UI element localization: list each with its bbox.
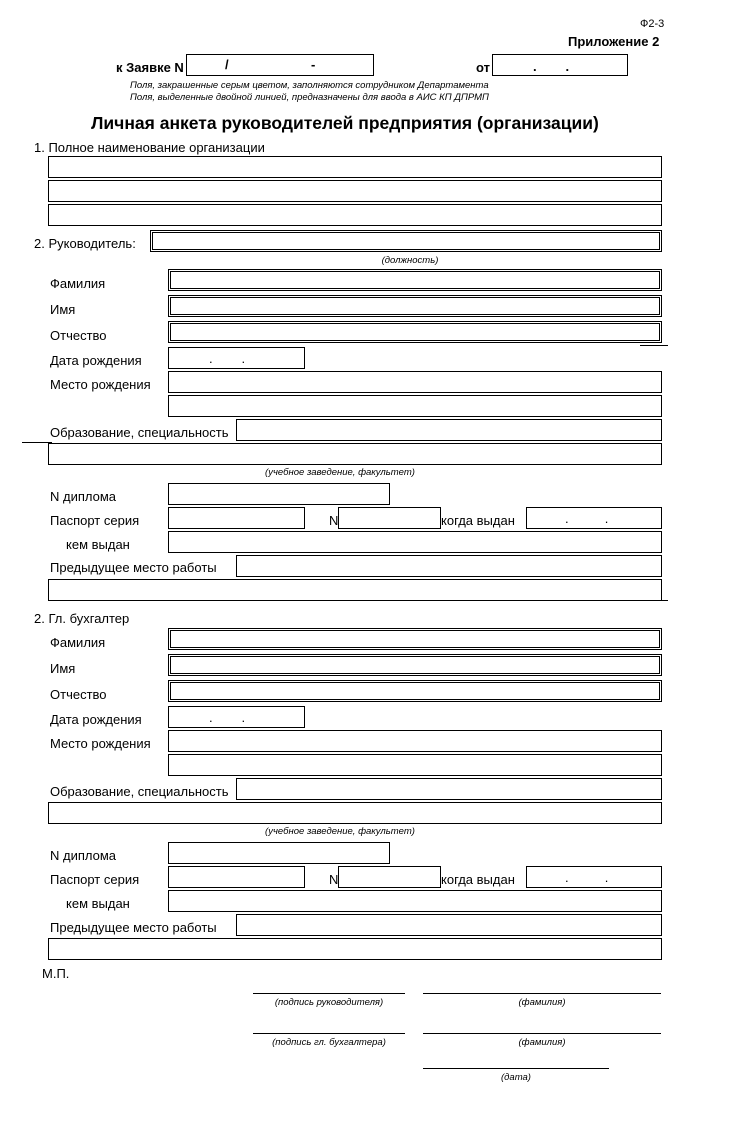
accountant-name-field[interactable] xyxy=(168,654,662,676)
accountant-surname-caption: (фамилия) xyxy=(518,1037,566,1048)
accountant-issued-by-field[interactable] xyxy=(168,890,662,912)
director-education-field-2[interactable] xyxy=(48,443,662,465)
director-section-label: 2. Руководитель: xyxy=(34,236,136,251)
accountant-signature-caption: (подпись гл. бухгалтера) xyxy=(272,1037,386,1048)
director-issued-dots: . . xyxy=(565,511,609,526)
director-birth-place-field-1[interactable] xyxy=(168,371,662,393)
accountant-issued-when-label: когда выдан xyxy=(441,872,515,887)
divider xyxy=(640,600,668,601)
divider xyxy=(640,345,668,346)
org-name-label: 1. Полное наименование организации xyxy=(34,140,265,155)
org-name-field-3[interactable] xyxy=(48,204,662,226)
director-birth-place-label: Место рождения xyxy=(50,377,151,392)
director-education-caption: (учебное заведение, факультет) xyxy=(265,467,415,478)
accountant-issued-by-label: кем выдан xyxy=(66,896,130,911)
accountant-surname-line[interactable] xyxy=(423,1033,661,1034)
note-double-fields: Поля, выделенные двойной линией, предназначены для ввода в АИС КП ДПРМП xyxy=(130,92,489,103)
accountant-passport-series-field[interactable] xyxy=(168,866,305,888)
director-patronymic-label: Отчество xyxy=(50,328,107,343)
accountant-previous-job-label: Предыдущее место работы xyxy=(50,920,217,935)
request-label: к Заявке N xyxy=(116,60,184,75)
director-birth-date-dots: . . xyxy=(209,351,246,366)
accountant-diploma-label: N диплома xyxy=(50,848,117,863)
director-name-label: Имя xyxy=(50,302,76,317)
director-patronymic-field[interactable] xyxy=(168,321,662,343)
director-birth-place-field-2[interactable] xyxy=(168,395,662,417)
director-surname-field[interactable] xyxy=(168,269,662,291)
request-dash: - xyxy=(311,57,316,72)
accountant-issued-when-field[interactable] xyxy=(526,866,662,888)
director-surname-caption: (фамилия) xyxy=(518,997,566,1008)
date-caption: (дата) xyxy=(501,1072,531,1083)
accountant-birth-date-dots: . . xyxy=(209,710,246,725)
director-diploma-field[interactable] xyxy=(168,483,390,505)
accountant-diploma-field[interactable] xyxy=(168,842,390,864)
director-issued-when-field[interactable] xyxy=(526,507,662,529)
accountant-patronymic-field[interactable] xyxy=(168,680,662,702)
director-position-field[interactable] xyxy=(150,230,662,252)
director-previous-job-label: Предыдущее место работы xyxy=(50,560,217,575)
request-slash: / xyxy=(225,57,229,72)
director-passport-number-label: N xyxy=(329,513,339,528)
request-date-dots: . . xyxy=(533,59,570,74)
form-code: Ф2-3 xyxy=(640,18,665,30)
accountant-passport-series-label: Паспорт серия xyxy=(50,872,140,887)
accountant-birth-place-label: Место рождения xyxy=(50,736,151,751)
accountant-surname-label: Фамилия xyxy=(50,635,106,650)
director-surname-label: Фамилия xyxy=(50,276,106,291)
director-passport-series-field[interactable] xyxy=(168,507,305,529)
org-name-field-1[interactable] xyxy=(48,156,662,178)
director-diploma-label: N диплома xyxy=(50,489,117,504)
accountant-education-field-1[interactable] xyxy=(236,778,662,800)
accountant-passport-number-label: N xyxy=(329,872,339,887)
director-previous-job-field-1[interactable] xyxy=(236,555,662,577)
director-previous-job-field-2[interactable] xyxy=(48,579,662,601)
page-title: Личная анкета руководителей предприятия (организации) xyxy=(91,113,599,133)
accountant-birth-date-field[interactable] xyxy=(168,706,305,728)
accountant-birth-date-label: Дата рождения xyxy=(50,712,142,727)
accountant-surname-field[interactable] xyxy=(168,628,662,650)
org-name-field-2[interactable] xyxy=(48,180,662,202)
accountant-patronymic-label: Отчество xyxy=(50,687,107,702)
accountant-name-label: Имя xyxy=(50,661,76,676)
director-issued-by-label: кем выдан xyxy=(66,537,130,552)
stamp-label: М.П. xyxy=(42,966,70,981)
accountant-education-field-2[interactable] xyxy=(48,802,662,824)
director-surname-line[interactable] xyxy=(423,993,661,994)
request-date-field[interactable] xyxy=(492,54,628,76)
accountant-education-caption: (учебное заведение, факультет) xyxy=(265,826,415,837)
appendix-label: Приложение 2 xyxy=(568,34,660,49)
accountant-signature-line[interactable] xyxy=(253,1033,405,1034)
director-birth-date-field[interactable] xyxy=(168,347,305,369)
date-line[interactable] xyxy=(423,1068,609,1069)
director-passport-series-label: Паспорт серия xyxy=(50,513,140,528)
accountant-previous-job-field-2[interactable] xyxy=(48,938,662,960)
director-education-field-1[interactable] xyxy=(236,419,662,441)
director-issued-when-label: когда выдан xyxy=(441,513,515,528)
note-grey-fields: Поля, закрашенные серым цветом, заполняются сотрудником Департамента xyxy=(130,80,489,91)
request-number-field[interactable] xyxy=(186,54,374,76)
accountant-passport-number-field[interactable] xyxy=(338,866,441,888)
director-education-label: Образование, специальность xyxy=(50,425,229,440)
accountant-birth-place-field-1[interactable] xyxy=(168,730,662,752)
date-from-label: от xyxy=(476,60,490,75)
director-position-caption: (должность) xyxy=(381,255,439,266)
director-passport-number-field[interactable] xyxy=(338,507,441,529)
accountant-education-label: Образование, специальность xyxy=(50,784,229,799)
accountant-section-label: 2. Гл. бухгалтер xyxy=(34,611,130,626)
accountant-previous-job-field-1[interactable] xyxy=(236,914,662,936)
director-issued-by-field[interactable] xyxy=(168,531,662,553)
director-signature-caption: (подпись руководителя) xyxy=(274,997,384,1008)
director-birth-date-label: Дата рождения xyxy=(50,353,142,368)
accountant-issued-dots: . . xyxy=(565,870,609,885)
director-name-field[interactable] xyxy=(168,295,662,317)
director-signature-line[interactable] xyxy=(253,993,405,994)
accountant-birth-place-field-2[interactable] xyxy=(168,754,662,776)
